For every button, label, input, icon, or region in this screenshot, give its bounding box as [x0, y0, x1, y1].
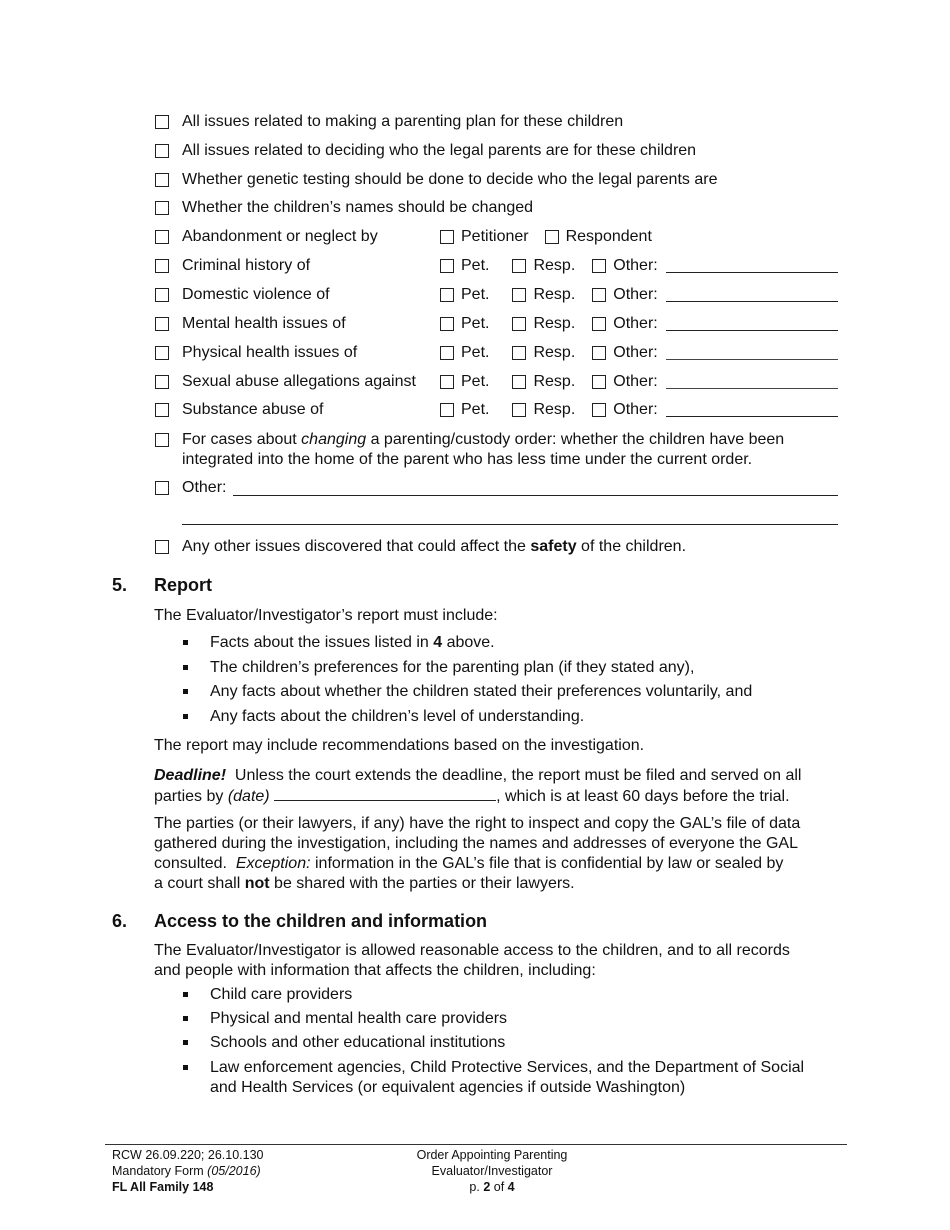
- pet-checkbox[interactable]: [440, 288, 454, 302]
- resp-label: Resp.: [533, 286, 576, 303]
- resp-option: [512, 286, 575, 304]
- other-label: Other:: [613, 344, 658, 361]
- bullet-icon: [183, 689, 188, 694]
- other-input-line[interactable]: [233, 495, 838, 496]
- pet-option: [440, 401, 489, 419]
- party-issue-row: [155, 313, 855, 335]
- resp-checkbox[interactable]: [512, 317, 526, 331]
- other-option: [592, 315, 657, 333]
- party-issue-row: [155, 255, 855, 277]
- issue-label: Any other issues discovered that could affect the safety of the children.: [182, 538, 687, 555]
- list-item: Schools and other educational institutions: [183, 1033, 505, 1053]
- checkbox[interactable]: [155, 403, 169, 417]
- issue-row: [155, 140, 696, 162]
- other-option: [592, 344, 657, 362]
- issue-label: Domestic violence of: [182, 286, 330, 303]
- issue-label-continued: integrated into the home of the parent who has less time under the current order.: [182, 451, 753, 468]
- resp-checkbox[interactable]: [512, 346, 526, 360]
- inspect-text: The parties (or their lawyers, if any) have the right to inspect and copy the GAL’s file of data gathered during the investigation, including the names and addresses of everyone the GAL consulted. Exception: information in the GAL’s file that is confidential by law or sealed by a court shall not be shared with the parties or their lawyers.: [154, 815, 801, 892]
- issue-label: Whether the children’s names should be changed: [182, 199, 534, 216]
- pet-label: Pet.: [461, 344, 490, 361]
- pet-option: [440, 315, 489, 333]
- bullet-icon: [183, 1040, 188, 1045]
- pet-label: Pet.: [461, 257, 490, 274]
- section-title: Access to the children and information: [154, 911, 488, 931]
- abandonment-row: [155, 226, 855, 248]
- party-issue-row: [155, 399, 855, 421]
- checkbox[interactable]: [155, 433, 169, 447]
- list-item: Any facts about the children’s level of understanding.: [183, 707, 584, 727]
- deadline-text: Deadline! Unless the court extends the deadline, the report must be filed and served on all parties by (date) , which is at least 60 days before the trial.: [154, 767, 802, 805]
- resp-label: Resp.: [533, 315, 576, 332]
- section-title: Report: [154, 575, 212, 595]
- other-checkbox[interactable]: [592, 317, 606, 331]
- issue-label: For cases about changing a parenting/custody order: whether the children have been: [182, 431, 785, 448]
- resp-label: Resp.: [533, 373, 576, 390]
- issue-row: [155, 111, 623, 133]
- petitioner-option: [440, 228, 529, 246]
- access-intro: The Evaluator/Investigator is allowed reasonable access to the children, and to all records and people with information that affects the children, including:: [154, 942, 790, 979]
- party-issue-row: [155, 371, 855, 393]
- resp-option: [512, 315, 575, 333]
- resp-option: [512, 344, 575, 362]
- checkbox[interactable]: [155, 481, 169, 495]
- respondent-option: [545, 228, 652, 246]
- respondent-checkbox[interactable]: [545, 230, 559, 244]
- pet-option: [440, 373, 489, 391]
- other-label: Other:: [613, 373, 658, 390]
- pet-option: [440, 286, 489, 304]
- footer-left: RCW 26.09.220; 26.10.130 Mandatory Form (05/2016) FL All Family 148: [112, 1148, 264, 1194]
- checkbox[interactable]: [155, 144, 169, 158]
- list-item: The children’s preferences for the parenting plan (if they stated any),: [183, 658, 694, 678]
- issue-label: All issues related to deciding who the legal parents are for these children: [182, 142, 697, 159]
- pet-label: Pet.: [461, 315, 490, 332]
- other-input-line[interactable]: [666, 330, 838, 331]
- pet-checkbox[interactable]: [440, 317, 454, 331]
- pet-checkbox[interactable]: [440, 259, 454, 273]
- issue-label: Whether genetic testing should be done to decide who the legal parents are: [182, 171, 718, 188]
- other-label: Other:: [613, 315, 658, 332]
- issue-row: [155, 169, 717, 191]
- bullet-icon: [183, 714, 188, 719]
- pet-option: [440, 257, 489, 275]
- other-checkbox[interactable]: [592, 375, 606, 389]
- other-checkbox[interactable]: [592, 288, 606, 302]
- other-option: [592, 401, 657, 419]
- footer-center: Order Appointing Parenting Evaluator/Investigator p. 2 of 4: [416, 1148, 568, 1194]
- report-intro: The Evaluator/Investigator’s report must include:: [154, 607, 498, 624]
- pet-label: Pet.: [461, 286, 490, 303]
- issue-label: Abandonment or neglect by: [182, 228, 378, 245]
- issue-label: Physical health issues of: [182, 344, 358, 361]
- deadline-date-field[interactable]: [274, 786, 496, 801]
- list-item: Law enforcement agencies, Child Protective Services, and the Department of Social and Health Services (or equivalent agencies if outside Washington): [183, 1058, 804, 1098]
- petitioner-label: Petitioner: [461, 228, 529, 245]
- section-number: 6.: [112, 911, 128, 931]
- bullet-icon: [183, 1016, 188, 1021]
- checkbox[interactable]: [155, 201, 169, 215]
- issue-label: Substance abuse of: [182, 401, 324, 418]
- resp-option: [512, 373, 575, 391]
- issue-label: Criminal history of: [182, 257, 311, 274]
- checkbox[interactable]: [155, 173, 169, 187]
- checkbox[interactable]: [155, 230, 169, 244]
- other-checkbox[interactable]: [592, 259, 606, 273]
- other-input-line[interactable]: [666, 301, 838, 302]
- other-label: Other:: [613, 257, 658, 274]
- checkbox[interactable]: [155, 115, 169, 129]
- checkbox[interactable]: [155, 375, 169, 389]
- other-input-line-2[interactable]: [182, 524, 838, 525]
- pet-label: Pet.: [461, 401, 490, 418]
- pet-checkbox[interactable]: [440, 346, 454, 360]
- list-item: Facts about the issues listed in 4 above.: [183, 633, 495, 653]
- list-item: Any facts about whether the children stated their preferences voluntarily, and: [183, 682, 752, 702]
- issue-row: [155, 197, 533, 219]
- checkbox[interactable]: [155, 346, 169, 360]
- pet-checkbox[interactable]: [440, 375, 454, 389]
- bullet-icon: [183, 992, 188, 997]
- resp-label: Resp.: [533, 257, 576, 274]
- checkbox[interactable]: [155, 259, 169, 273]
- other-input-line[interactable]: [666, 416, 838, 417]
- resp-checkbox[interactable]: [512, 403, 526, 417]
- issue-label: Sexual abuse allegations against: [182, 373, 416, 390]
- party-issue-row: [155, 284, 855, 306]
- list-item: Physical and mental health care providers: [183, 1009, 507, 1029]
- issue-label: All issues related to making a parenting plan for these children: [182, 113, 624, 130]
- resp-checkbox[interactable]: [512, 375, 526, 389]
- checkbox[interactable]: [155, 540, 169, 554]
- resp-label: Resp.: [533, 344, 576, 361]
- other-label: Other:: [613, 401, 658, 418]
- checkbox[interactable]: [155, 288, 169, 302]
- respondent-label: Respondent: [565, 228, 652, 245]
- recommend-text: The report may include recommendations based on the investigation.: [154, 737, 645, 754]
- resp-option: [512, 401, 575, 419]
- pet-checkbox[interactable]: [440, 403, 454, 417]
- party-issue-row: [155, 342, 855, 364]
- other-row: [155, 477, 226, 499]
- checkbox[interactable]: [155, 317, 169, 331]
- changing-order-row: [155, 429, 784, 451]
- other-label: Other:: [182, 479, 227, 496]
- section-number: 5.: [112, 575, 128, 595]
- other-input-line[interactable]: [666, 388, 838, 389]
- resp-checkbox[interactable]: [512, 288, 526, 302]
- pet-label: Pet.: [461, 373, 490, 390]
- bullet-icon: [183, 640, 188, 645]
- other-checkbox[interactable]: [592, 403, 606, 417]
- other-input-line[interactable]: [666, 272, 838, 273]
- resp-option: [512, 257, 575, 275]
- other-option: [592, 286, 657, 304]
- other-input-line[interactable]: [666, 359, 838, 360]
- other-checkbox[interactable]: [592, 346, 606, 360]
- footer-divider: [105, 1144, 847, 1145]
- other-option: [592, 257, 657, 275]
- bullet-icon: [183, 665, 188, 670]
- bullet-icon: [183, 1065, 188, 1070]
- pet-option: [440, 344, 489, 362]
- other-option: [592, 373, 657, 391]
- resp-label: Resp.: [533, 401, 576, 418]
- other-label: Other:: [613, 286, 658, 303]
- safety-row: [155, 536, 686, 558]
- issue-label: Mental health issues of: [182, 315, 346, 332]
- resp-checkbox[interactable]: [512, 259, 526, 273]
- list-item: Child care providers: [183, 985, 352, 1005]
- petitioner-checkbox[interactable]: [440, 230, 454, 244]
